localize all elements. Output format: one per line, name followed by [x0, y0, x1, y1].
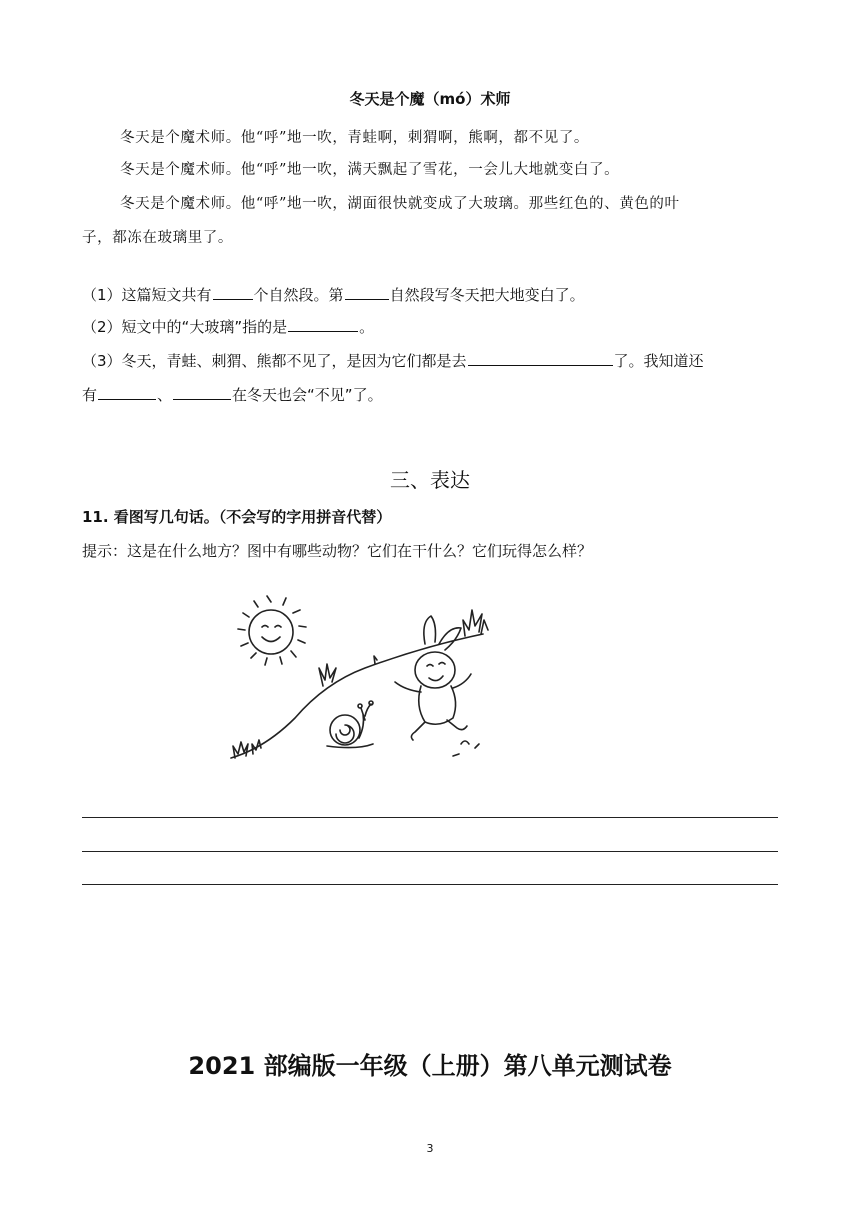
- passage-paragraph-3-cont: 子，都冻在玻璃里了。: [82, 230, 233, 246]
- answer-blank[interactable]: [288, 317, 358, 332]
- answer-blank[interactable]: [173, 385, 231, 400]
- passage-title: 冬天是个魔（mó）术师: [349, 90, 511, 108]
- writing-line-3[interactable]: [82, 884, 778, 885]
- writing-line-1[interactable]: [82, 817, 778, 818]
- question-3-cont: 有 、 在冬天也会“不见”了。: [82, 386, 383, 404]
- answer-blank[interactable]: [98, 385, 156, 400]
- answer-blank[interactable]: [213, 285, 253, 300]
- question-3: （3）冬天，青蛙、刺猬、熊都不见了，是因为它们都是去 了。我知道还: [82, 352, 704, 370]
- document-title: 2021 部编版一年级（上册）第八单元测试卷: [188, 1052, 672, 1080]
- passage-paragraph-3: 冬天是个魔术师。他“呼”地一吹，湖面很快就变成了大玻璃。那些红色的、黄色的叶: [120, 196, 680, 212]
- answer-blank[interactable]: [468, 351, 613, 366]
- task-title: 11. 看图写几句话。（不会写的字用拼音代替）: [82, 508, 392, 526]
- passage-paragraph-2: 冬天是个魔术师。他“呼”地一吹，满天飘起了雪花，一会儿大地就变白了。: [120, 162, 620, 178]
- sun-icon: [238, 596, 306, 665]
- passage-paragraph-1: 冬天是个魔术师。他“呼”地一吹，青蛙啊，刺猬啊，熊啊，都不见了。: [120, 130, 590, 146]
- page-number: 3: [426, 1142, 434, 1155]
- task-hint: 提示：这是在什么地方？图中有哪些动物？它们在干什么？它们玩得怎么样？: [82, 542, 593, 560]
- question-2: （2）短文中的“大玻璃”指的是 。: [82, 318, 375, 336]
- question-1: （1）这篇短文共有 个自然段。第 自然段写冬天把大地变白了。: [82, 286, 585, 304]
- rabbit-icon: [395, 616, 471, 740]
- illustration-sun-snail-rabbit: [225, 588, 505, 766]
- section-title: 三、表达: [390, 468, 470, 492]
- answer-blank[interactable]: [345, 285, 389, 300]
- snail-icon: [327, 701, 373, 748]
- writing-line-2[interactable]: [82, 851, 778, 852]
